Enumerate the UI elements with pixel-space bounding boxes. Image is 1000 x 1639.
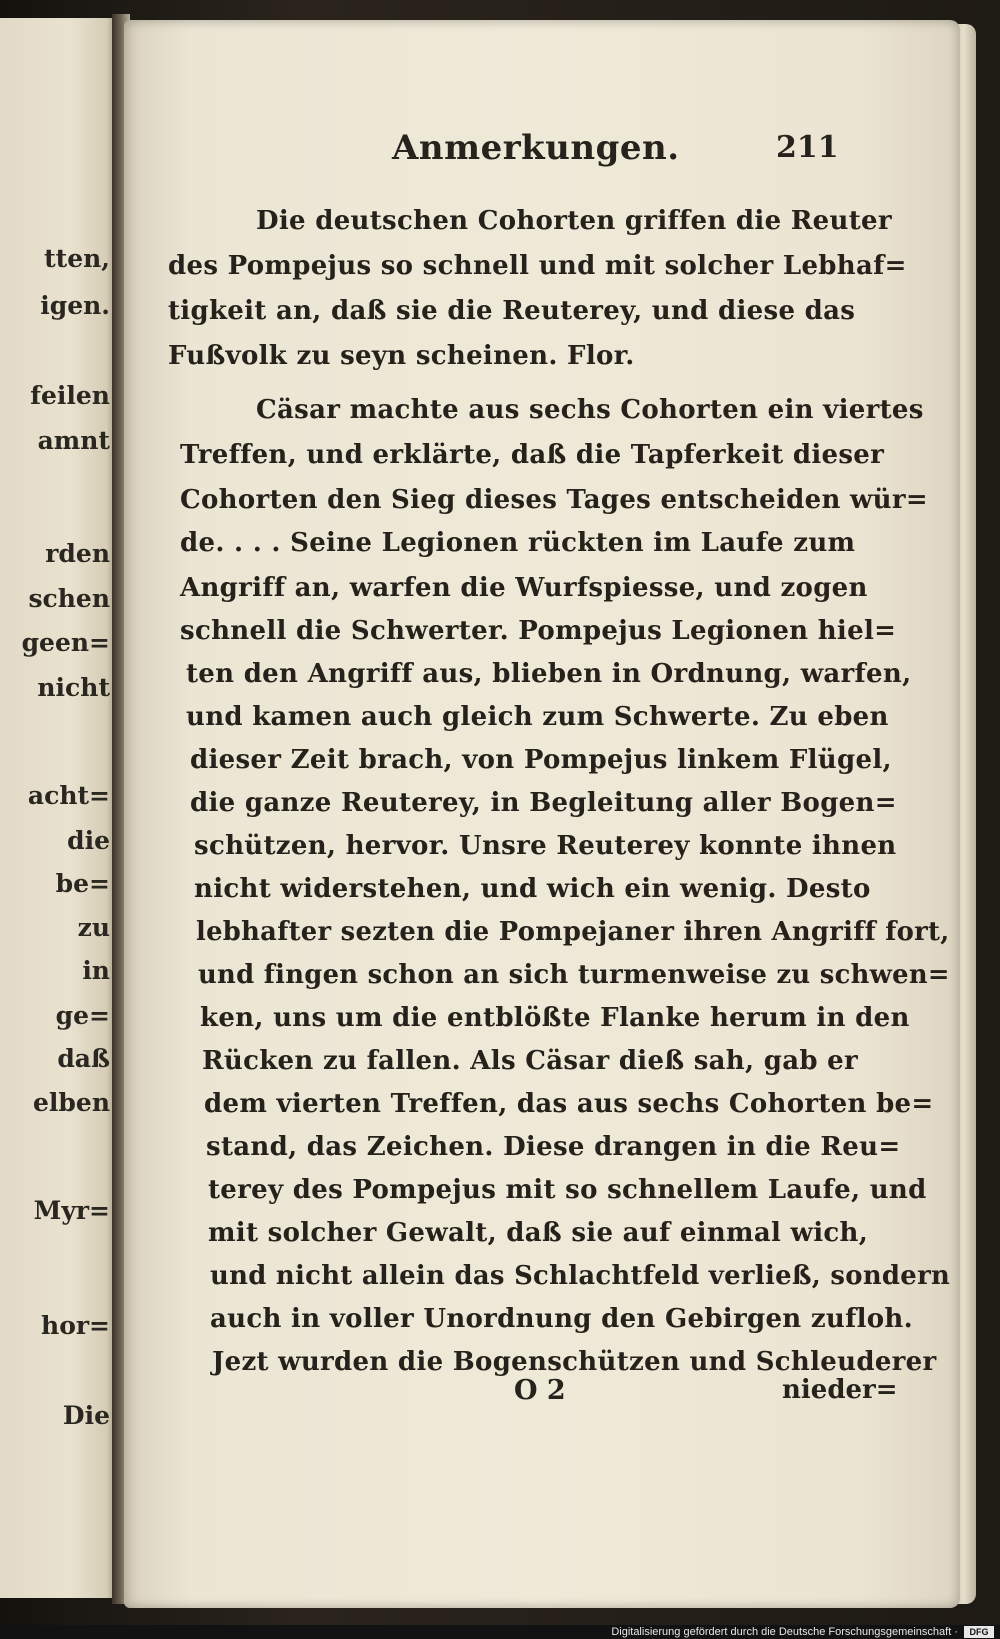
running-head: Anmerkungen. [392, 128, 680, 168]
text-line: ten den Angriff aus, blieben in Ordnung, warfen, [186, 659, 912, 689]
text-line: und nicht allein das Schlachtfeld verließ, sondern [210, 1261, 951, 1291]
left-page-line: hor= [41, 1311, 110, 1340]
text-line: schützen, hervor. Unsre Reuterey konnte ihnen [194, 831, 897, 861]
text-line: Angriff an, warfen die Wurfspiesse, und zogen [180, 573, 868, 603]
left-page-line: zu [77, 913, 110, 942]
digitization-credit: Digitalisierung gefördert durch die Deutsche Forschungsgemeinschaft · [611, 1626, 958, 1638]
left-page-line: rden [45, 539, 110, 568]
page-number: 211 [776, 130, 839, 165]
text-line: tigkeit an, daß sie die Reuterey, und diese das [168, 296, 856, 326]
left-page-line: acht= [27, 781, 110, 810]
left-page-line: geen= [21, 628, 110, 657]
left-page-line: tten, [44, 244, 110, 273]
page-footer [124, 1375, 960, 1415]
text-line: auch in voller Unordnung den Gebirgen zufloh. [210, 1304, 913, 1334]
left-page-line: elben [33, 1088, 110, 1117]
digitization-credit-bar [0, 1625, 1000, 1639]
text-line: und fingen schon an sich turmenweise zu schwen= [198, 960, 950, 990]
text-line: des Pompejus so schnell und mit solcher Lebhaf= [168, 251, 907, 281]
text-line: lebhafter sezten die Pompejaner ihren Angriff fort, [196, 917, 950, 947]
text-line: nicht widerstehen, und wich ein wenig. Desto [194, 874, 871, 904]
left-page-line: feilen [30, 381, 110, 410]
text-line: Die deutschen Cohorten griffen die Reuter [256, 206, 892, 236]
text-line: dieser Zeit brach, von Pompejus linkem Flügel, [190, 745, 892, 775]
previous-page-fragment [0, 18, 116, 1598]
left-page-line: amnt [37, 426, 110, 455]
left-page-line: schen [28, 584, 110, 613]
text-line: Cäsar machte aus sechs Cohorten ein viertes [256, 395, 924, 425]
signature-mark: O 2 [514, 1375, 566, 1406]
text-line: Treffen, und erklärte, daß die Tapferkeit dieser [180, 440, 885, 470]
left-page-line: die [67, 826, 110, 855]
left-page-line: be= [55, 869, 110, 898]
catchword: nieder= [782, 1375, 898, 1405]
text-line: und kamen auch gleich zum Schwerte. Zu eben [186, 702, 889, 732]
text-line: stand, das Zeichen. Diese drangen in die Reu= [206, 1132, 901, 1162]
text-line: schnell die Schwerter. Pompejus Legionen hiel= [180, 616, 897, 646]
text-line: Cohorten den Sieg dieses Tages entscheiden wür= [180, 485, 928, 515]
left-page-line: igen. [40, 291, 110, 320]
left-page-line: nicht [37, 673, 110, 702]
left-page-line: Myr= [33, 1196, 110, 1225]
text-line: de. . . . Seine Legionen rückten im Laufe zum [180, 528, 856, 558]
text-line: dem vierten Treffen, das aus sechs Cohorten be= [204, 1089, 934, 1119]
text-line: terey des Pompejus mit so schnellem Laufe, und [208, 1175, 927, 1205]
text-line: die ganze Reuterey, in Begleitung aller Bogen= [190, 788, 897, 818]
text-line: Jezt wurden die Bogenschützen und Schleuderer [212, 1347, 937, 1377]
left-page-line: daß [57, 1044, 110, 1073]
left-page-line: in [82, 956, 110, 985]
text-line: ken, uns um die entblößte Flanke herum in den [200, 1003, 910, 1033]
text-line: Fußvolk zu seyn scheinen. Flor. [168, 341, 635, 371]
dfg-logo: DFG [964, 1626, 994, 1638]
left-page-line: ge= [55, 1001, 110, 1030]
text-line: mit solcher Gewalt, daß sie auf einmal wich, [208, 1218, 869, 1248]
left-page-line: Die [62, 1401, 110, 1430]
text-line: Rücken zu fallen. Als Cäsar dieß sah, gab er [202, 1046, 859, 1076]
